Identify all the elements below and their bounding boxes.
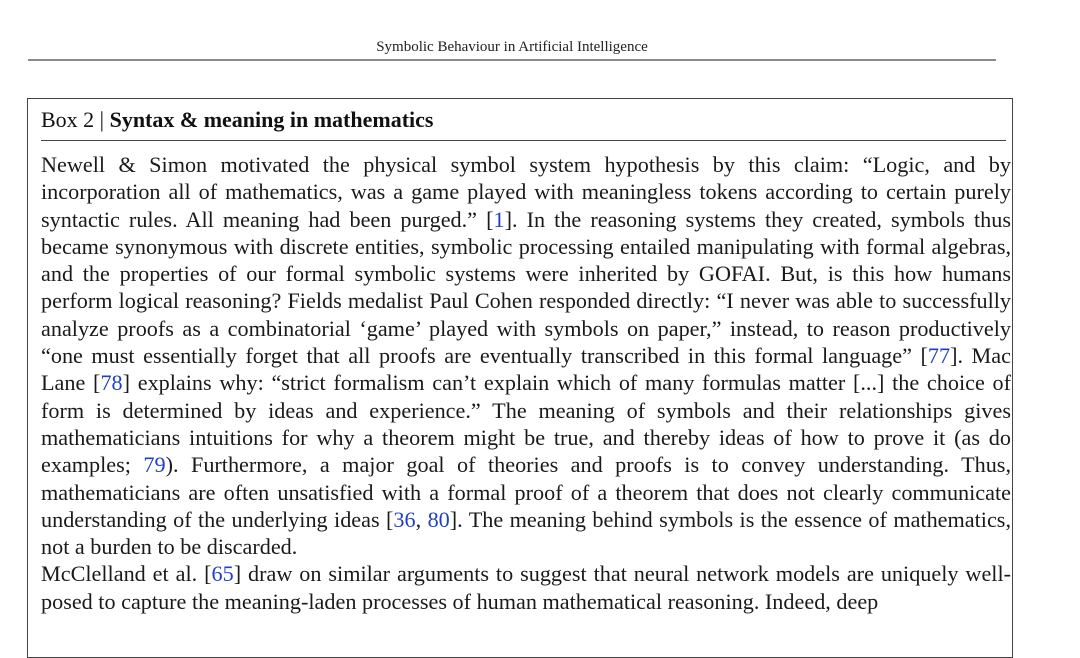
citation-link[interactable]: 65 [211, 561, 234, 587]
citation-link[interactable]: 36 [393, 506, 416, 532]
citation-link[interactable]: 77 [927, 343, 951, 369]
text-run: Newell & Simon motivated the physical symbol system hypothesis by this claim: “Logic, and by incorporation all of mathematics, was a game played with meaningless tokens according to certain purely syntactic rules. All meaning had been purged.” [ [41, 152, 1011, 232]
box-body [41, 151, 1011, 615]
citation-link[interactable]: 79 [143, 452, 166, 478]
text-run: McClelland et al. [ [41, 561, 212, 587]
paragraph-1 [41, 151, 1011, 560]
box-title-rule [41, 140, 1006, 141]
text-run: ] draw on similar arguments to suggest that neural network models are uniquely well-posed to capture the meaning-laden processes of human mathematical reasoning. Indeed, deep [41, 561, 1012, 614]
text-run: ] explains why: “strict formalism can’t explain which of many formulas matter [...] the choice of form is determined by ideas and experience.” The meaning of symbols and their relationships gives mathematicians intuitions for why a theorem might be true, and thereby ideas of how to prove it (as do examples; [41, 370, 1011, 478]
box-heading: Syntax & meaning in mathematics [109, 107, 434, 132]
text-run: ). Furthermore, a major goal of theories and proofs is to convey understanding. Thus, mathematicians are often unsatisfied with a formal proof of a theorem that does not clearly communicate understanding of the underlying ideas [ [41, 452, 1011, 532]
box-title [41, 107, 433, 133]
citation-link[interactable]: 78 [100, 370, 123, 396]
text-run: ]. The meaning behind symbols is the essence of mathematics, not a burden to be discarded. [41, 506, 1011, 560]
paragraph-2 [41, 560, 1011, 615]
box-2 [27, 98, 1013, 658]
text-run: ]. Mac Lane [ [41, 343, 1011, 396]
citation-link[interactable]: 1 [493, 206, 505, 232]
box-label: Box 2 | [41, 107, 110, 132]
running-header: Symbolic Behaviour in Artificial Intelligence [376, 39, 648, 55]
citation-link[interactable]: 80 [427, 506, 450, 532]
header-rule [28, 59, 996, 61]
text-run: ]. In the reasoning systems they created, symbols thus became synonymous with discrete entities, symbolic processing entailed manipulating with formal algebras, and the properties of our formal symbolic systems were inherited by GOFAI. But, is this how humans perform logical reasoning? Fields medalist Paul Cohen responded directly: “I never was able to successfully analyze proofs as a combinatorial ‘game’ played with symbols on paper,” instead, to reason productively “one must essentially forget that all proofs are eventually transcribed in this formal language” [ [41, 206, 1011, 369]
text-run: , [415, 506, 428, 532]
